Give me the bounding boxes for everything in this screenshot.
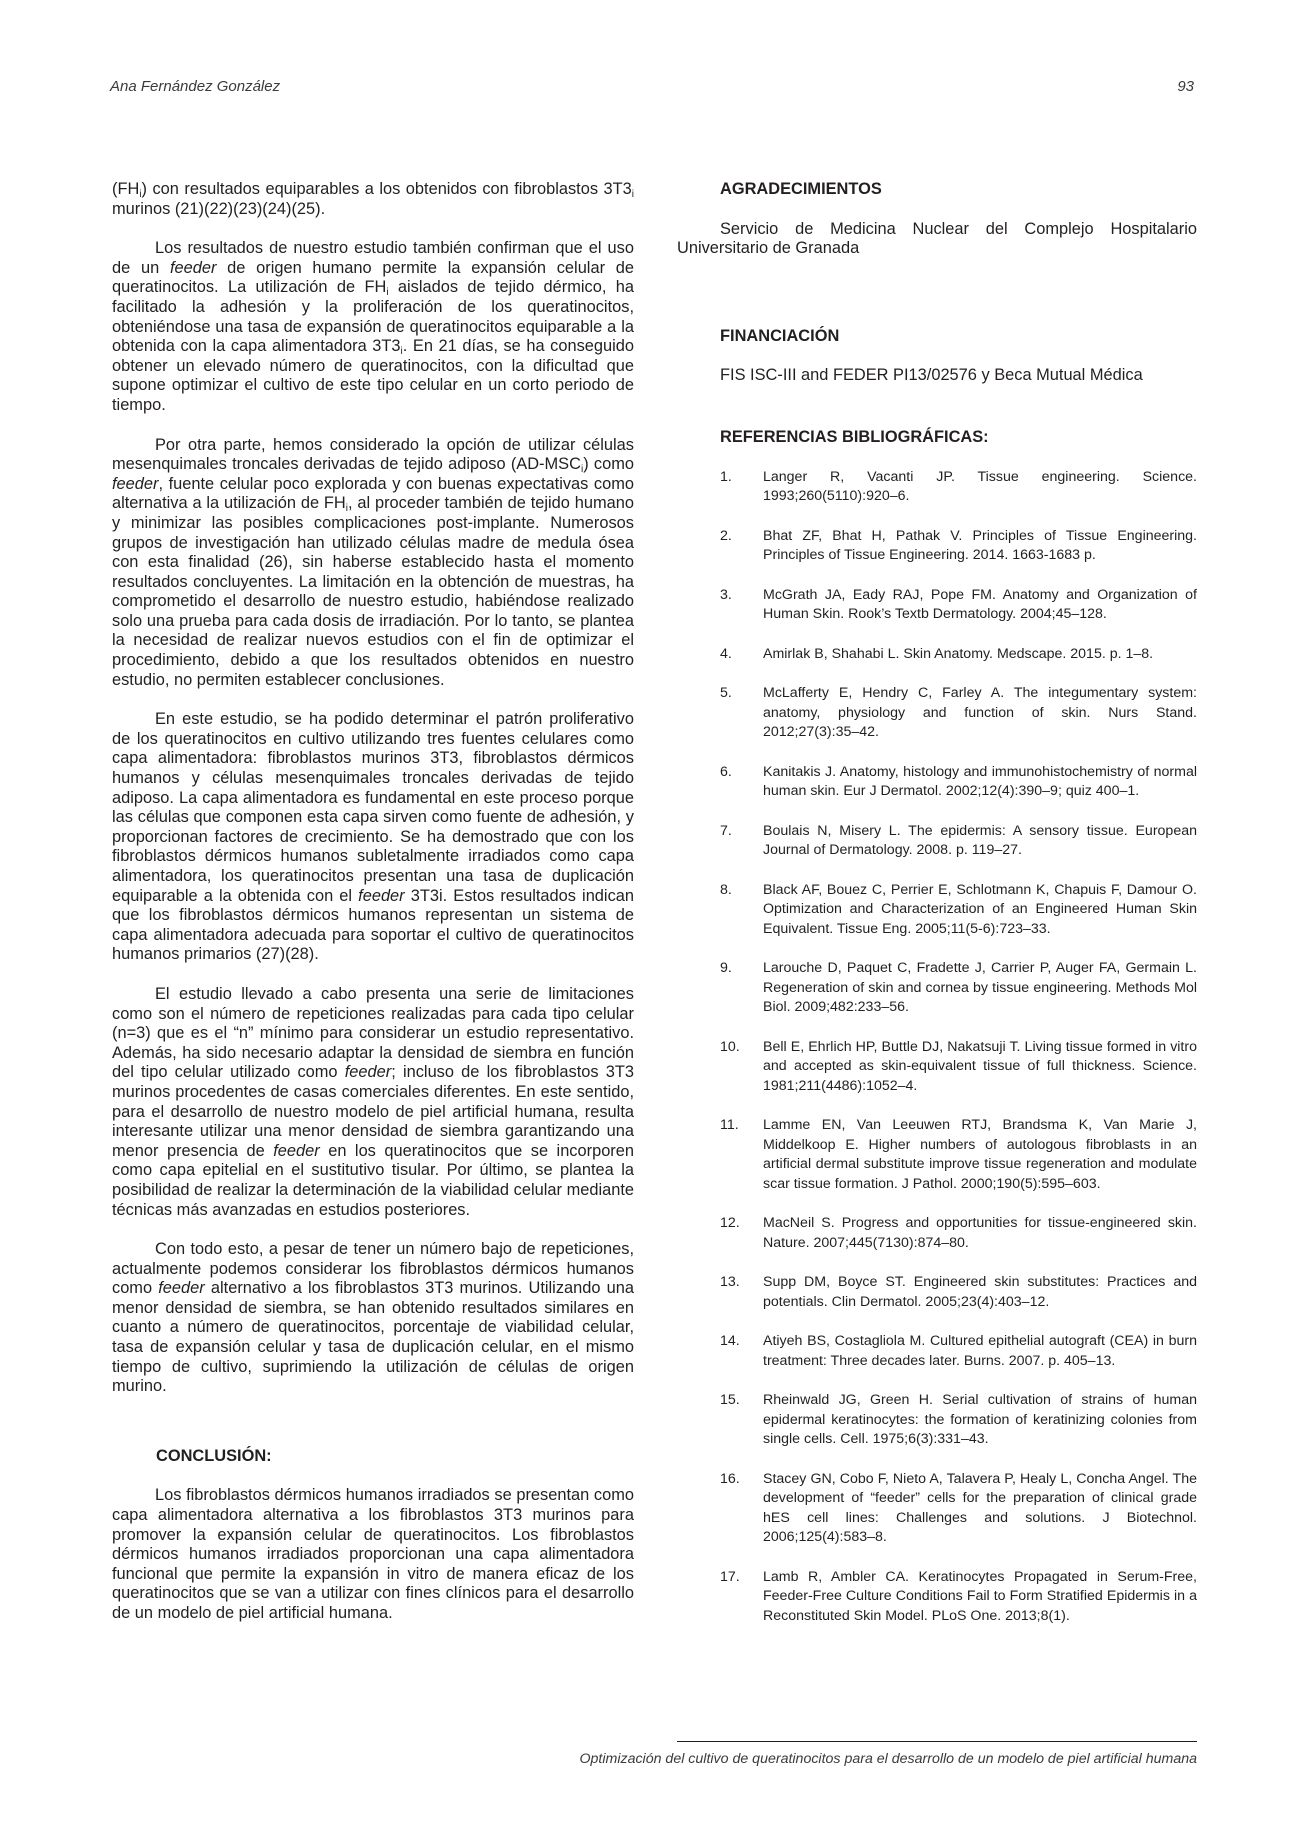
subscript: i: [580, 464, 584, 476]
italic-term: feeder: [358, 886, 405, 905]
text-span: . En 21 días, se ha conseguido obtener un elevado número de queratinocitos, con la dificultad que supone optimizar el cultivo de este tipo celular en un corto periodo de tiempo.: [112, 337, 635, 414]
reference-text: McGrath JA, Eady RAJ, Pope FM. Anatomy and Organization of Human Skin. Rook’s Textb Dermatology. 2004;45–128.: [763, 586, 1197, 623]
subscript: i: [631, 189, 634, 200]
text-span: ) con resultados equiparables a los obtenidos con fibroblastos 3T3: [141, 180, 632, 198]
left-column: [112, 180, 634, 1644]
subscript: i: [345, 503, 348, 515]
reference-number: 12.: [720, 1215, 740, 1232]
text-span: ) como: [583, 455, 634, 474]
text-span: Con todo esto, a pesar de tener un número bajo de repeticiones, actualmente podemos considerar los fibroblastos dérmicos humanos como: [112, 1240, 634, 1298]
italic-term: feeder: [344, 1063, 392, 1082]
reference-item: [677, 881, 1197, 940]
text-span: 3T3i. Estos resultados indican que los fibroblastos dérmicos humanos representan un sistema de capa alimentadora adecuada para soportar el cultivo de queratinocitos humanos primarios (27)(28).: [112, 886, 634, 964]
reference-number: 10.: [720, 1038, 740, 1055]
text-span: Por otra parte, hemos considerado la opción de utilizar células mesenquimales troncales derivadas de tejido adiposo (AD-MSC: [112, 435, 634, 474]
reference-number: 4.: [720, 645, 732, 662]
reference-number: 7.: [720, 822, 732, 839]
reference-item: [677, 1273, 1197, 1312]
text-span: en los queratinocitos que se incorporen como capa epitelial en el sustitutivo tisular. Por último, se plantea la posibilidad de realizar la determinación de la viabilidad celular mediante técnicas más avanzadas en estudios posteriores.: [112, 1141, 634, 1219]
reference-text: MacNeil S. Progress and opportunities for tissue-engineered skin. Nature. 2007;445(7130):874–80.: [763, 1215, 1197, 1251]
paragraph-4: [112, 710, 634, 965]
conclusion-heading: CONCLUSIÓN:: [156, 1446, 272, 1465]
text-span: El estudio llevado a cabo presenta una serie de limitaciones como son el número de repeticiones realizadas para cada tipo celular (n=3) que es el “n” mínimo para considerar un estudio representativo. Además, ha sido necesario adaptar la densidad de siembra en función del tipo celular utilizado como: [112, 984, 634, 1082]
reference-item: [677, 1568, 1197, 1627]
subscript: i: [386, 287, 389, 299]
reference-text: Bhat ZF, Bhat H, Pathak V. Principles of Tissue Engineering. Principles of Tissue Engineering. 2014. 1663-1683 p.: [763, 527, 1197, 564]
reference-number: 6.: [720, 763, 732, 780]
reference-item: [677, 527, 1197, 566]
paragraph-1: [112, 180, 634, 219]
reference-text: Supp DM, Boyce ST. Engineered skin substitutes: Practices and potentials. Clin Dermatol. 2005;23(4):403–12.: [763, 1274, 1197, 1310]
reference-text: McLafferty E, Hendry C, Farley A. The integumentary system: anatomy, physiology and function of skin. Nurs Stand. 2012;27(3):35–42.: [763, 685, 1197, 741]
footer-rule: [677, 1741, 1197, 1742]
reference-item: [677, 1391, 1197, 1450]
reference-item: [677, 586, 1197, 625]
reference-item: [677, 763, 1197, 802]
reference-text: Stacey GN, Cobo F, Nieto A, Talavera P, Healy L, Concha Angel. The development of “feeder” cells for the preparation of clinical grade hES cell lines: Challenges and solutions. J Biotechnol. 2006;125(4):583–8.: [763, 1470, 1197, 1546]
reference-number: 5.: [720, 685, 732, 702]
reference-item: [677, 1038, 1197, 1097]
paragraph-2: [112, 239, 634, 415]
references-heading: REFERENCIAS BIBLIOGRÁFICAS:: [720, 427, 989, 446]
italic-term: feeder: [169, 258, 217, 277]
reference-text: Atiyeh BS, Costagliola M. Cultured epithelial autograft (CEA) in burn treatment: Three decades later. Burns. 2007. p. 405–13.: [763, 1333, 1197, 1369]
italic-term: feeder: [158, 1279, 205, 1298]
text-span: aislados de tejido dérmico, ha facilitado la adhesión y la proliferación de los queratinocitos, obteniéndose una tasa de expansión de queratinocitos equiparable a la obtenida con la capa alimentadora 3T3: [112, 278, 634, 356]
reference-item: [677, 1116, 1197, 1194]
reference-number: 15.: [720, 1392, 740, 1409]
reference-item: [677, 468, 1197, 507]
reference-text: Rheinwald JG, Green H. Serial cultivation of strains of human epidermal keratinocytes: the formation of keratinizing colonies from single cells. Cell. 1975;6(3):331–43.: [763, 1392, 1197, 1448]
reference-text: Kanitakis J. Anatomy, histology and immunohistochemistry of normal human skin. Eur J Dermatol. 2002;12(4):390–9; quiz 400–1.: [763, 763, 1197, 800]
running-author: Ana Fernández González: [110, 78, 281, 95]
subscript: i: [400, 346, 403, 358]
spacer: [677, 279, 1197, 327]
reference-text: Lamme EN, Van Leeuwen RTJ, Brandsma K, Van Marie J, Middelkoop E. Higher numbers of autologous fibroblasts in an artificial dermal substitute improve tissue regeneration and modulate scar tissue formation. J Pathol. 2000;190(5):595–603.: [763, 1117, 1197, 1192]
reference-item: [677, 684, 1197, 743]
text-span: (FH: [112, 180, 140, 198]
reference-text: Langer R, Vacanti JP. Tissue engineering. Science. 1993;260(5110):920–6.: [763, 468, 1197, 505]
page-number: 93: [1177, 78, 1194, 95]
text-span: , fuente celular poco explorada y con buenas expectativas como alternativa a la utilización de FH: [112, 474, 634, 513]
paragraph-5: [112, 985, 634, 1220]
conclusion-text: Los fibroblastos dérmicos humanos irradiados se presentan como capa alimentadora alternativa a los fibroblastos 3T3 murinos para promover la expansión celular de queratinocitos. Los fibroblastos dérmicos humanos irradiados proporcionan una capa alimentadora funcional que permite la expansión in vitro de manera eficaz de los queratinocitos que se van a utilizar con fines clínicos para el desarrollo de un modelo de piel artificial humana.: [112, 1486, 634, 1622]
spacer: [677, 406, 1197, 428]
reference-number: 17.: [720, 1568, 740, 1585]
reference-item: [677, 645, 1197, 665]
reference-list: [677, 468, 1197, 1627]
reference-number: 2.: [720, 527, 732, 544]
acknowledgements-text: Servicio de Medicina Nuclear del Complejo Hospitalario Universitario de Granada: [677, 219, 1197, 258]
reference-number: 8.: [720, 881, 732, 898]
text-span: En este estudio, se ha podido determinar el patrón proliferativo de los queratinocitos en cultivo utilizando tres fuentes celulares como capa alimentadora: fibroblastos murinos 3T3, fibroblastos dérmicos humanos y células mesenquimales troncales derivadas de tejido adiposo. La capa alimentadora es fundamental en este proceso porque las células que componen esta capa sirven como fuente de adhesión, y proporcionan factores de crecimiento. Se ha demostrado que con los fibroblastos dérmicos humanos subletalmente irradiados como capa alimentadora, los queratinocitos presentan una tasa de duplicación equiparable a la obtenida con el: [112, 710, 634, 905]
text-span: ; incluso de los fibroblastos 3T3 murinos procedentes de casas comerciales diferentes. En este sentido, para el desarrollo de nuestro modelo de piel artificial humana, resulta interesante utilizar una menor densidad de siembra garantizando una menor presencia de: [112, 1063, 634, 1160]
reference-text: Bell E, Ehrlich HP, Buttle DJ, Nakatsuji T. Living tissue formed in vitro and accepted as skin-equivalent tissue of full thickness. Science. 1981;211(4486):1052–4.: [763, 1038, 1197, 1094]
funding-text: FIS ISC-III and FEDER PI13/02576 y Beca Mutual Médica: [720, 366, 1143, 385]
reference-text: Boulais N, Misery L. The epidermis: A sensory tissue. European Journal of Dermatology. 2008. p. 119–27.: [763, 822, 1197, 859]
reference-text: Lamb R, Ambler CA. Keratinocytes Propagated in Serum-Free, Feeder-Free Culture Conditions Fail to Form Stratified Epidermis in a Reconstituted Skin Model. PLoS One. 2013;8(1).: [763, 1568, 1197, 1624]
reference-item: [677, 1470, 1197, 1548]
footer-title: Optimización del cultivo de queratinocitos para el desarrollo de un modelo de piel artificial humana: [579, 1751, 1197, 1767]
reference-text: Larouche D, Paquet C, Fradette J, Carrier P, Auger FA, Germain L. Regeneration of skin and cornea by tissue engineering. Methods Mol Biol. 2009;482:233–56.: [763, 960, 1197, 1016]
funding-heading: FINANCIACIÓN: [720, 326, 840, 345]
reference-number: 3.: [720, 586, 732, 603]
text-span: Los resultados de nuestro estudio también confirman que el uso de un: [112, 239, 634, 277]
reference-text: Amirlak B, Shahabi L. Skin Anatomy. Medscape. 2015. p. 1–8.: [763, 645, 1154, 662]
reference-item: [677, 1214, 1197, 1253]
text-span: murinos (21)(22)(23)(24)(25).: [112, 199, 326, 218]
reference-number: 16.: [720, 1470, 740, 1487]
paragraph-6: [112, 1240, 634, 1397]
reference-number: 1.: [720, 468, 732, 485]
reference-number: 14.: [720, 1333, 740, 1350]
reference-text: Black AF, Bouez C, Perrier E, Schlotmann K, Chapuis F, Damour O. Optimization and Characterization of an Engineered Human Skin Equivalent. Tissue Eng. 2005;11(5-6):723–33.: [763, 881, 1197, 937]
reference-item: [677, 959, 1197, 1018]
paragraph-3: [112, 436, 634, 691]
reference-number: 13.: [720, 1274, 740, 1291]
reference-number: 9.: [720, 960, 732, 977]
reference-item: [677, 822, 1197, 861]
reference-item: [677, 1332, 1197, 1371]
reference-number: 11.: [720, 1117, 739, 1134]
text-span: , al proceder también de tejido humano y minimizar las posibles complicaciones post-implante. Numerosos grupos de investigación han utilizado células madre de medula ósea con esta finalidad (26), sin haberse establecido hasta el momento resultados concluyentes. La limitación en la obtención de muestras, ha comprometido el desarrollo de nuestro estudio, habiéndose realizado solo una prueba para cada dosis de irradiación. Por lo tanto, se plantea la necesidad de realizar nuevos estudios con el fin de optimizar el procedimiento, debido a que los resultados obtenidos en nuestro estudio, no permiten establecer conclusiones.: [112, 494, 634, 689]
subscript: i: [139, 189, 142, 200]
text-span: de origen humano permite la expansión celular de queratinocitos. La utilización de FH: [112, 258, 634, 297]
acknowledgements-heading: AGRADECIMIENTOS: [720, 180, 882, 198]
italic-term: feeder: [112, 474, 159, 493]
right-column: [677, 180, 1197, 1646]
italic-term: feeder: [273, 1141, 320, 1160]
text-span: alternativo a los fibroblastos 3T3 murinos. Utilizando una menor densidad de siembra, se han obtenido resultados similares en cuanto a número de queratinocitos, porcentaje de viabilidad celular, tasa de expansión celular y tasa de duplicación celular, en el mismo tiempo de cultivo, suprimiendo la utilización de células de origen murino.: [112, 1279, 634, 1396]
